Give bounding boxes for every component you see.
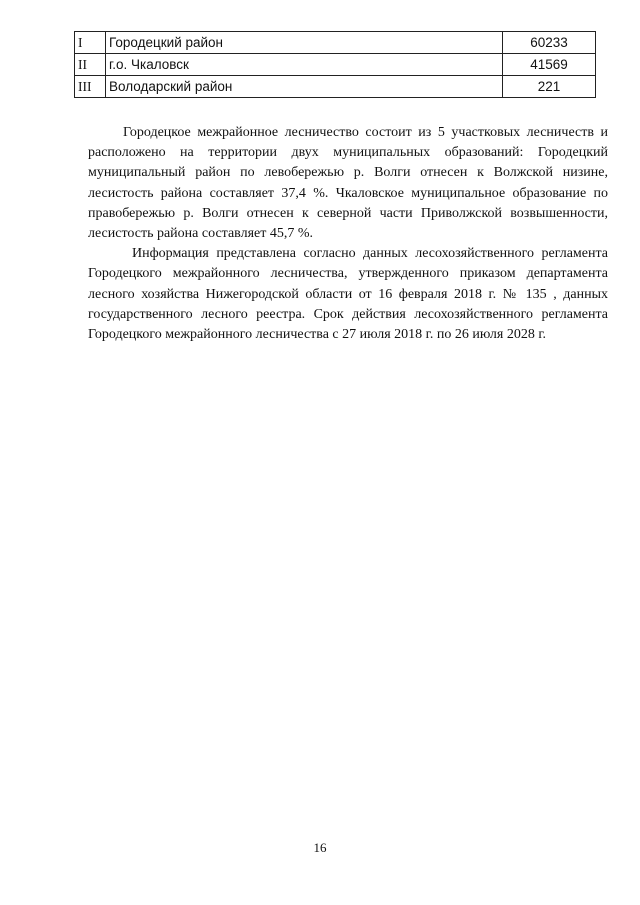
body-text	[88, 123, 608, 345]
row-number: II	[75, 54, 106, 76]
region-name: г.о. Чкаловск	[106, 54, 503, 76]
table-row	[75, 32, 596, 54]
region-name: Городецкий район	[106, 32, 503, 54]
regions-table	[74, 31, 596, 98]
table-row	[75, 76, 596, 98]
region-area: 41569	[503, 54, 596, 76]
region-area: 221	[503, 76, 596, 98]
region-name: Володарский район	[106, 76, 503, 98]
paragraph: Информация представлена согласно данных лесохозяйственного регламента Городецкого межрайонного лесничества, утвержденного приказом департамента лесного хозяйства Нижегородской области от 16 февраля 2018 г. № 135 , данных государственного лесного реестра. Срок действия лесохозяйственного регламента Городецкого межрайонного лесничества с 27 июля 2018 г. по 26 июля 2028 г.	[88, 246, 608, 343]
row-number: III	[75, 76, 106, 98]
region-area: 60233	[503, 32, 596, 54]
row-number: I	[75, 32, 106, 54]
page-number: 16	[313, 840, 327, 855]
table-row	[75, 54, 596, 76]
paragraph: Городецкое межрайонное лесничество состоит из 5 участковых лесничеств и расположено на территории двух муниципальных образований: Городецкий муниципальный район по левобережью р. Волги отнесен к Волжской низине, лесистость района составляет 37,4 %. Чкаловское муниципальное образование по правобережью р. Волги отнесен к северной части Приволжской возвышенности, лесистость района составляет 45,7 %.	[88, 125, 608, 242]
